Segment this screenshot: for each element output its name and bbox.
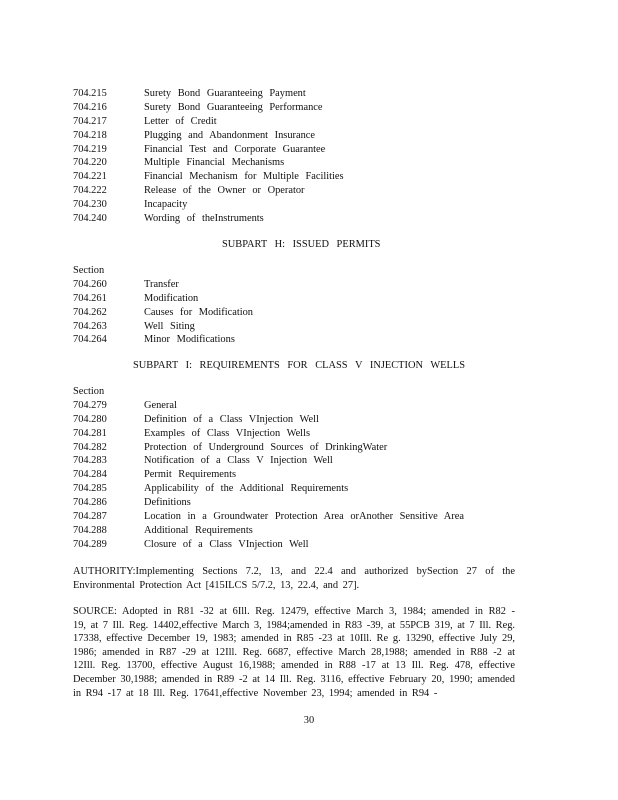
section-list-subpart-h xyxy=(73,264,543,347)
section-title: Protection of Underground Sources of DrinkingWater xyxy=(144,441,388,453)
toc-entry xyxy=(73,292,543,306)
section-title: Modification xyxy=(144,292,199,304)
section-number: 704.287 xyxy=(73,511,107,523)
toc-entry xyxy=(73,320,543,334)
section-number: 704.279 xyxy=(73,399,107,411)
toc-entry xyxy=(73,333,543,347)
section-number: 704.281 xyxy=(73,427,107,439)
toc-entry xyxy=(73,87,543,101)
toc-entry xyxy=(73,524,543,538)
toc-entry xyxy=(73,129,543,143)
section-number: 704.222 xyxy=(73,185,107,197)
section-number: 704.284 xyxy=(73,469,107,481)
section-number: 704.216 xyxy=(73,101,107,113)
section-number: 704.285 xyxy=(73,483,107,495)
toc-entry xyxy=(73,156,543,170)
toc-entry xyxy=(73,468,543,482)
section-title: Surety Bond Guaranteeing Payment xyxy=(144,88,306,99)
toc-entry xyxy=(73,198,543,212)
section-number: 704.263 xyxy=(73,320,107,332)
section-number: 704.230 xyxy=(73,199,107,211)
section-title: Surety Bond Guaranteeing Performance xyxy=(144,101,323,113)
section-title: Examples of Class VInjection Wells xyxy=(144,427,310,439)
toc-entry xyxy=(73,496,543,510)
toc-entry xyxy=(73,212,543,226)
section-title: Wording of theInstruments xyxy=(144,213,264,225)
authority-paragraph: AUTHORITY:Implementing Sections 7.2, 13, and 22.4 and authorized bySection 27 of the Environmental Protection Act [415ILCS 5/7.2, 13, 22.4, and 27]. xyxy=(73,566,515,591)
section-title: Minor Modifications xyxy=(144,334,235,346)
section-number: 704.280 xyxy=(73,413,107,425)
section-column-label: Section xyxy=(73,386,105,397)
section-title: Incapacity xyxy=(144,199,188,211)
toc-entry xyxy=(73,143,543,157)
section-number: 704.282 xyxy=(73,441,107,453)
section-number: 704.288 xyxy=(73,524,107,536)
toc-entry xyxy=(73,510,543,524)
section-title: Financial Test and Corporate Guarantee xyxy=(144,143,326,155)
section-title: Transfer xyxy=(144,278,179,290)
section-title: Release of the Owner or Operator xyxy=(144,185,305,197)
section-title: Additional Requirements xyxy=(144,524,253,536)
section-number: 704.215 xyxy=(73,88,107,99)
section-title: Multiple Financial Mechanisms xyxy=(144,157,285,169)
section-title: Letter of Credit xyxy=(144,115,217,127)
toc-entry xyxy=(73,170,543,184)
section-column-label: Section xyxy=(73,265,105,276)
section-title: Closure of a Class VInjection Well xyxy=(144,538,309,550)
page-number: 30 xyxy=(303,715,315,726)
section-number: 704.283 xyxy=(73,455,107,467)
section-number: 704.240 xyxy=(73,213,107,225)
section-title: Location in a Groundwater Protection Area orAnother Sensitive Area xyxy=(144,511,464,523)
section-number: 704.220 xyxy=(73,157,107,169)
section-number: 704.262 xyxy=(73,306,107,318)
section-title: Permit Requirements xyxy=(144,469,237,481)
toc-entry xyxy=(73,306,543,320)
section-number: 704.217 xyxy=(73,115,107,127)
section-title: Financial Mechanism for Multiple Facilities xyxy=(144,171,344,183)
toc-entry xyxy=(73,115,543,129)
toc-entry xyxy=(73,441,543,455)
section-number: 704.221 xyxy=(73,171,107,183)
source-paragraph: SOURCE: Adopted in R81 -32 at 6Ill. Reg. 12479, effective March 3, 1984; amended in R82 - 19, at 7 Ill. Reg. 14402,effective March 3, 1984;amended in R83 -39, at 55PCB 319, at 7 Ill. Reg. 17338, effective December 19, 1983; amended in R85 -23 at 10Ill. Re g. 13290, effective July 29, 1986; amended in R87 -29 at 12Ill. Reg. 6687, effective March 28,1988; amended in R88 -2 at 12Ill. Reg. 13700, effective August 16,1988; amended in R88 -17 at 13 Ill. Reg. 478, effective December 30,1988; amended in R89 -2 at 14 Ill. Reg. 3116, effective February 20, 1990; amended in R94 -17 at 18 Ill. Reg. 17641,effective November 23, 1994; amended in R94 - xyxy=(73,606,515,699)
toc-entry xyxy=(73,427,543,441)
section-number: 704.286 xyxy=(73,497,107,509)
section-title: Well Siting xyxy=(144,320,195,332)
section-number: 704.218 xyxy=(73,129,107,141)
toc-entry xyxy=(73,399,543,413)
section-list-financial xyxy=(73,87,543,226)
toc-entry xyxy=(73,278,543,292)
toc-entry xyxy=(73,101,543,115)
toc-entry xyxy=(73,454,543,468)
section-number: 704.264 xyxy=(73,334,107,346)
section-number: 704.260 xyxy=(73,278,107,290)
section-title: Notification of a Class V Injection Well xyxy=(144,455,333,467)
section-number: 704.261 xyxy=(73,292,107,304)
section-list-subpart-i xyxy=(73,385,543,552)
section-title: Applicability of the Additional Requirements xyxy=(144,483,349,495)
toc-entry xyxy=(73,538,543,552)
section-number: 704.289 xyxy=(73,538,107,550)
subpart-h-heading: SUBPART H: ISSUED PERMITS xyxy=(222,239,381,250)
toc-entry xyxy=(73,482,543,496)
section-number: 704.219 xyxy=(73,143,107,155)
toc-entry xyxy=(73,184,543,198)
subpart-i-heading: SUBPART I: REQUIREMENTS FOR CLASS V INJECTION WELLS xyxy=(133,360,465,371)
section-title: Plugging and Abandonment Insurance xyxy=(144,129,316,141)
section-title: General xyxy=(144,399,177,411)
section-title: Definitions xyxy=(144,497,191,509)
section-title: Causes for Modification xyxy=(144,306,253,318)
toc-entry xyxy=(73,413,543,427)
section-title: Definition of a Class VInjection Well xyxy=(144,413,319,425)
